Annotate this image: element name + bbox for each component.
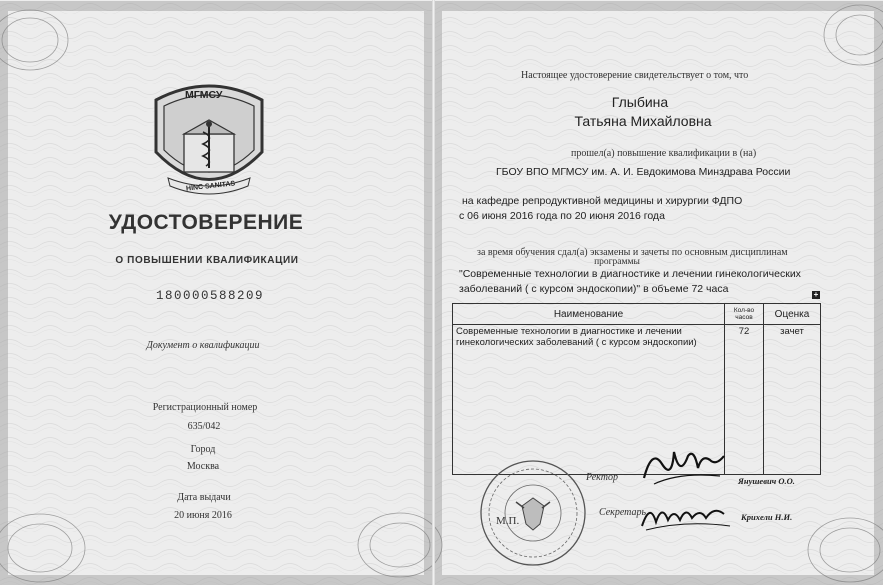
program-title-line2: заболеваний ( с курсом эндоскопии)" в объеме 72 часа — [459, 283, 729, 295]
city: Москва — [186, 461, 220, 472]
program-label: программы — [594, 257, 640, 267]
program-title-line1: "Современные технологии в диагностике и лечении гинекологических — [459, 268, 801, 280]
column-header-name: Наименование — [453, 304, 725, 325]
emblem-motto: HINC SANITAS — [185, 180, 236, 193]
city-label: Город — [190, 444, 216, 455]
holder-surname: Глыбина — [611, 94, 669, 110]
institution-name: ГБОУ ВПО МГМСУ им. А. И. Евдокимова Минздрава России — [496, 166, 791, 178]
disciplines-table — [452, 303, 821, 475]
table-row — [453, 325, 821, 475]
discipline-grade: зачет — [764, 325, 821, 475]
secretary-signature — [636, 496, 736, 536]
issue-date: 20 июня 2016 — [174, 510, 232, 521]
document-type: Документ о квалификации — [146, 340, 260, 351]
serial-number: 180000588209 — [155, 289, 265, 303]
document-title: УДОСТОВЕРЕНИЕ — [108, 211, 304, 234]
rector-name: Янушевич О.О. — [738, 476, 795, 486]
official-stamp — [478, 458, 588, 568]
rector-signature — [640, 438, 730, 488]
column-header-grade: Оценка — [764, 304, 821, 325]
intro-text: Настоящее удостоверение свидетельствует о том, что — [521, 70, 749, 81]
center-fold — [432, 0, 435, 585]
document-subtitle: О ПОВЫШЕНИИ КВАЛИФИКАЦИИ — [115, 255, 299, 266]
registration-number: 635/042 — [187, 421, 221, 432]
holder-given-names: Татьяна Михайловна — [574, 113, 712, 129]
discipline-name-line1: Современные технологии в диагностике и лечении — [456, 326, 682, 337]
department-name: на кафедре репродуктивной медицины и хирургии ФДПО — [462, 195, 743, 207]
discipline-hours: 72 — [725, 325, 764, 475]
column-header-hours: Кол-во часов — [725, 304, 764, 325]
emblem-top-text: МГМСУ — [185, 89, 223, 101]
discipline-name-line2: гинекологических заболеваний ( с курсом эндоскопии) — [456, 337, 697, 348]
issue-date-label: Дата выдачи — [177, 492, 231, 503]
secretary-name: Крихели Н.И. — [741, 512, 793, 522]
secretary-label: Секретарь — [599, 507, 647, 518]
stamp-label: М.П. — [496, 515, 520, 527]
exams-text: за время обучения сдал(а) экзамены и зачеты по основным дисциплинам — [477, 247, 788, 258]
expand-icon: + — [813, 290, 819, 299]
passed-text: прошел(а) повышение квалификации в (на) — [571, 148, 757, 159]
registration-label: Регистрационный номер — [152, 402, 258, 413]
table-header-row — [453, 304, 821, 325]
training-period: с 06 июня 2016 года по 20 июня 2016 года — [459, 210, 665, 222]
rector-label: Ректор — [586, 472, 618, 483]
